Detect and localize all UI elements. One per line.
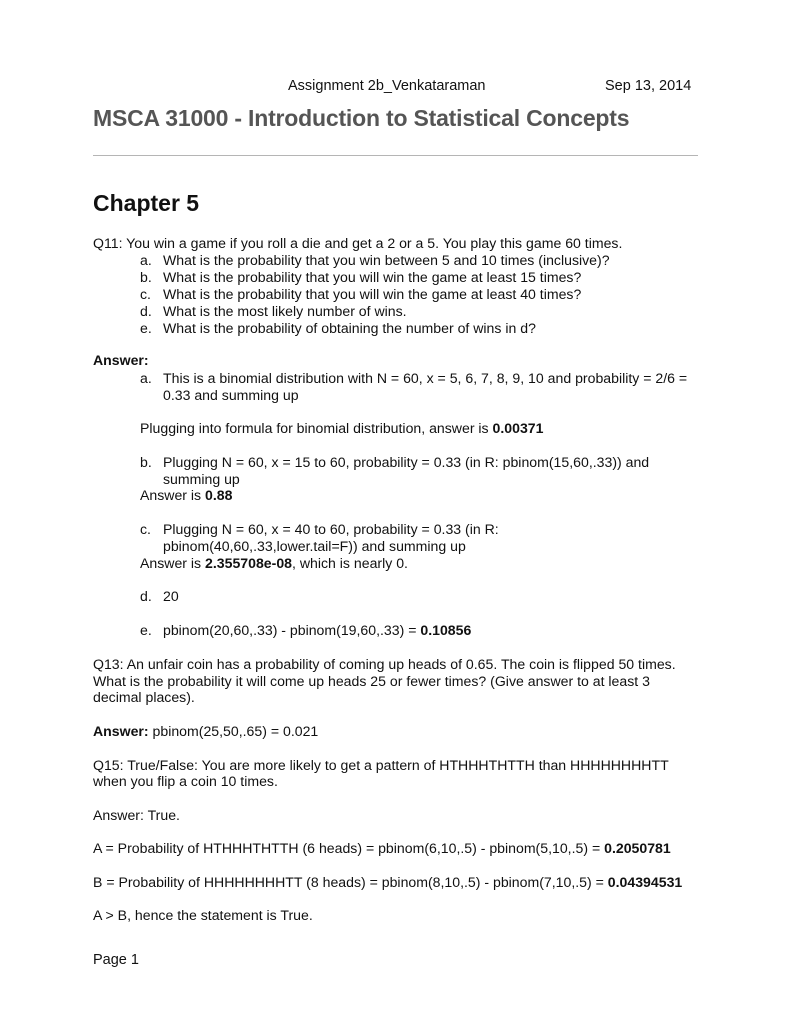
answer-a-line2: 0.33 and summing up: [163, 387, 299, 403]
document-date: Sep 13, 2014: [605, 78, 692, 94]
answer-label: [93, 352, 149, 369]
list-marker: b.: [140, 454, 152, 470]
q15-prob-b-value: 0.04394531: [607, 874, 683, 890]
answer-c-line1: Plugging N = 60, x = 40 to 60, probability = 0.33 (in R:: [163, 521, 499, 537]
q13-answer-text: pbinom(25,50,.65) = 0.021: [148, 723, 319, 739]
chapter-title: Chapter 5: [93, 190, 200, 216]
answer-a-result: [140, 420, 543, 437]
list-marker: c.: [140, 286, 151, 302]
answer-b-value: 0.88: [205, 487, 233, 503]
q15-prob-a: [93, 840, 671, 857]
answer-a-result-text: Plugging into formula for binomial distribution, answer is: [140, 420, 493, 436]
q15-prob-a-text: A = Probability of HTHHHTHTTH (6 heads) = pbinom(6,10,.5) - pbinom(5,10,.5) =: [93, 840, 605, 856]
list-marker: c.: [140, 521, 151, 537]
list-marker: a.: [140, 370, 152, 386]
list-marker: d.: [140, 588, 152, 604]
q11-item-text: What is the probability that you will win the game at least 40 times?: [163, 286, 582, 302]
q15-conclusion: A > B, hence the statement is True.: [93, 907, 313, 923]
assignment-name: Assignment 2b_Venkataraman: [288, 78, 486, 94]
q13-line2: What is the probability it will come up heads 25 or fewer times? (Give answer to at least 3: [93, 673, 650, 689]
answer-c-result: [140, 555, 408, 572]
answer-c-value: 2.355708e-08: [205, 555, 293, 571]
answer-a-line1: This is a binomial distribution with N = 60, x = 5, 6, 7, 8, 9, 10 and probability = 2/6 =: [163, 370, 688, 386]
q11-prompt: Q11: You win a game if you roll a die and get a 2 or a 5. You play this game 60 times.: [93, 235, 623, 251]
list-marker: a.: [140, 252, 152, 268]
q13-line1: Q13: An unfair coin has a probability of coming up heads of 0.65. The coin is flipped 50 times.: [93, 656, 676, 672]
q11-item-text: What is the probability that you will win the game at least 15 times?: [163, 269, 582, 285]
answer-c-suffix: , which is nearly 0.: [292, 555, 408, 571]
q13-answer-label: Answer:: [93, 723, 149, 739]
q13-answer: [93, 723, 318, 740]
list-marker: e.: [140, 622, 152, 638]
q15-line2: when you flip a coin 10 times.: [93, 773, 278, 789]
q11-item-text: What is the probability of obtaining the number of wins in d?: [163, 320, 536, 336]
answer-e-text: [163, 622, 471, 639]
q15-prob-b-text: B = Probability of HHHHHHHHTT (8 heads) = pbinom(8,10,.5) - pbinom(7,10,.5) =: [93, 874, 608, 890]
answer-a-value: 0.00371: [492, 420, 544, 436]
q15-prob-b: [93, 874, 682, 891]
answer-b-result: [140, 487, 232, 504]
title-divider: [93, 155, 698, 156]
q15-prob-a-value: 0.2050781: [604, 840, 671, 856]
answer-label-text: Answer:: [93, 352, 149, 368]
list-marker: b.: [140, 269, 152, 285]
answer-c-prefix: Answer is: [140, 555, 206, 571]
course-title: MSCA 31000 - Introduction to Statistical Concepts: [93, 105, 630, 131]
answer-c-line2: pbinom(40,60,.33,lower.tail=F)) and summing up: [163, 538, 466, 554]
answer-d-text: 20: [163, 588, 179, 604]
q11-item-text: What is the probability that you win between 5 and 10 times (inclusive)?: [163, 252, 610, 268]
q13-line3: decimal places).: [93, 689, 195, 705]
answer-b-line1: Plugging N = 60, x = 15 to 60, probability = 0.33 (in R: pbinom(15,60,.33)) and: [163, 454, 650, 470]
answer-e-formula: pbinom(20,60,.33) - pbinom(19,60,.33) =: [163, 622, 421, 638]
answer-b-line2: summing up: [163, 471, 240, 487]
q15-line1: Q15: True/False: You are more likely to get a pattern of HTHHHTHTTH than HHHHHHHHTT: [93, 757, 669, 773]
list-marker: d.: [140, 303, 152, 319]
list-marker: e.: [140, 320, 152, 336]
answer-b-prefix: Answer is: [140, 487, 206, 503]
page-number: Page 1: [93, 952, 139, 968]
q11-item-text: What is the most likely number of wins.: [163, 303, 407, 319]
answer-e-value: 0.10856: [420, 622, 472, 638]
q15-answer: Answer: True.: [93, 807, 180, 823]
